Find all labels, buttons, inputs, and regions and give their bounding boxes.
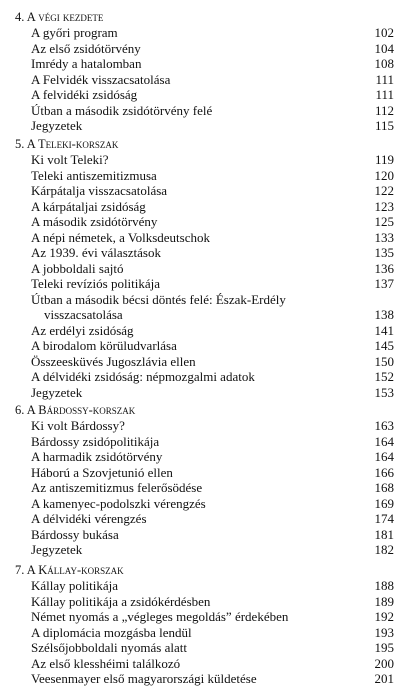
page-number: 119 xyxy=(374,152,394,167)
toc-entry xyxy=(0,542,419,557)
page-number: 141 xyxy=(374,322,394,338)
entry-title: Útban a második bécsi döntés felé: Észak-Erdély xyxy=(31,291,286,307)
entry-title: A népi németek, a Volksdeutschok xyxy=(31,229,210,245)
page-number: 188 xyxy=(374,578,394,593)
page-number: 122 xyxy=(374,183,394,198)
entry-title: Kárpátalja visszacsatolása xyxy=(31,183,168,198)
entry-title: Jegyzetek xyxy=(31,542,83,557)
entry-title: Ki volt Bárdossy? xyxy=(31,418,125,433)
chapter-title: 5. A Teleki-korszak xyxy=(15,137,119,151)
entry-title: Az első zsidótörvény xyxy=(31,40,141,56)
page-number: 174 xyxy=(374,511,394,526)
page-number: 163 xyxy=(374,418,394,433)
toc-entry xyxy=(0,671,419,686)
toc-entry xyxy=(0,72,419,87)
toc-entry xyxy=(0,511,419,526)
entry-title: Az erdélyi zsidóság xyxy=(31,322,134,338)
page-number: 182 xyxy=(374,542,394,557)
entry-title: Kállay politikája a zsidókérdésben xyxy=(31,593,211,609)
toc-entry xyxy=(0,449,419,464)
entry-title: Szélsőjobboldali nyomás alatt xyxy=(31,640,187,655)
page-number: 102 xyxy=(374,25,394,40)
page-number: 164 xyxy=(374,433,394,449)
entry-title: Jegyzetek xyxy=(31,118,83,133)
chapter-title: 6. A Bárdossy-korszak xyxy=(15,403,136,417)
toc-entry xyxy=(0,41,419,56)
entry-title: Jegyzetek xyxy=(31,384,83,400)
page-number: 164 xyxy=(374,449,394,464)
page-number: 111 xyxy=(375,87,394,102)
entry-title: Teleki revíziós politikája xyxy=(31,276,161,291)
entry-title: Az 1939. évi választások xyxy=(31,245,161,260)
toc-entry xyxy=(0,434,419,449)
entry-title: Kállay politikája xyxy=(31,578,119,593)
entry-title: Az első klesshéimi találkozó xyxy=(31,655,181,671)
toc-entry xyxy=(0,183,419,198)
entry-title: A jobboldali sajtó xyxy=(31,260,124,276)
toc-entry xyxy=(0,578,419,593)
toc-entry xyxy=(0,527,419,542)
entry-title: Az antiszemitizmus felerősödése xyxy=(31,480,203,495)
page-number: 166 xyxy=(374,464,394,480)
toc-entry xyxy=(0,465,419,480)
page-number: 137 xyxy=(374,276,394,291)
toc-entry xyxy=(0,230,419,245)
chapter-title: 4. A végi kezdete xyxy=(15,10,104,24)
page-number: 104 xyxy=(374,40,394,56)
toc-entry xyxy=(0,292,419,307)
page-number: 169 xyxy=(374,495,394,511)
entry-title: A győri program xyxy=(31,25,118,40)
page-number: 201 xyxy=(374,671,394,686)
toc-entry xyxy=(0,307,419,322)
entry-title: A harmadik zsidótörvény xyxy=(31,449,163,464)
page-number: 168 xyxy=(374,480,394,495)
page-number: 200 xyxy=(374,655,394,671)
toc-entry xyxy=(0,640,419,655)
toc-entry xyxy=(0,323,419,338)
toc-entry xyxy=(0,656,419,671)
entry-title: A birodalom körüludvarlása xyxy=(31,338,177,353)
toc-entry xyxy=(0,261,419,276)
toc-entry xyxy=(0,118,419,133)
page-number: 136 xyxy=(374,260,394,276)
entry-title: A Felvidék visszacsatolása xyxy=(31,71,171,87)
toc-entry xyxy=(0,385,419,400)
toc-entry xyxy=(0,480,419,495)
entry-title: A kárpátaljai zsidóság xyxy=(31,198,146,214)
page-number: 193 xyxy=(374,624,394,640)
page-number: 133 xyxy=(374,229,394,245)
entry-title: Veesenmayer első magyarországi küldetése xyxy=(31,671,257,686)
entry-title: A felvidéki zsidóság xyxy=(31,87,138,102)
page-number: 150 xyxy=(374,353,394,369)
toc-entry xyxy=(0,338,419,353)
entry-title: visszacsatolása xyxy=(44,307,123,322)
entry-title: Háború a Szovjetunió ellen xyxy=(31,464,173,480)
page-number: 195 xyxy=(374,640,394,655)
toc-entry xyxy=(0,56,419,71)
toc-entry xyxy=(0,25,419,40)
toc-entry xyxy=(0,594,419,609)
page-number: 112 xyxy=(374,102,394,118)
page-number: 123 xyxy=(374,198,394,214)
page-number: 125 xyxy=(374,214,394,229)
toc-entry xyxy=(0,609,419,624)
toc-entry xyxy=(0,199,419,214)
toc-entry xyxy=(0,625,419,640)
entry-title: A második zsidótörvény xyxy=(31,214,158,229)
toc-entry xyxy=(0,152,419,167)
page-number: 153 xyxy=(374,384,394,400)
toc-entry xyxy=(0,103,419,118)
page-number: 111 xyxy=(375,71,394,87)
entry-title: Ki volt Teleki? xyxy=(31,152,109,167)
page-number: 108 xyxy=(374,56,394,71)
page-number: 192 xyxy=(374,609,394,624)
entry-title: Bárdossy zsidópolitikája xyxy=(31,433,160,449)
entry-title: A délvidéki zsidóság: népmozgalmi adatok xyxy=(31,369,255,384)
toc-entry xyxy=(0,369,419,384)
entry-title: Teleki antiszemitizmusa xyxy=(31,167,157,183)
page-number: 138 xyxy=(374,307,394,322)
entry-title: Útban a második zsidótörvény felé xyxy=(31,102,213,118)
toc-entry xyxy=(0,418,419,433)
entry-title: A diplomácia mozgásba lendül xyxy=(31,624,192,640)
toc-entry xyxy=(0,245,419,260)
entry-title: Imrédy a hatalomban xyxy=(31,56,142,71)
entry-title: Összeesküvés Jugoszlávia ellen xyxy=(31,353,196,369)
page-number: 115 xyxy=(374,118,394,133)
toc-entry xyxy=(0,276,419,291)
page-number: 135 xyxy=(374,245,394,260)
entry-title: A délvidéki vérengzés xyxy=(31,511,147,526)
entry-title: A kamenyec-podolszki vérengzés xyxy=(31,495,206,511)
toc-entry xyxy=(0,354,419,369)
chapter-title: 7. A Kállay-korszak xyxy=(15,563,124,577)
toc-entry xyxy=(0,214,419,229)
page-number: 145 xyxy=(374,338,394,353)
entry-title: Német nyomás a „végleges megoldás” érdekében xyxy=(31,609,289,624)
page-number: 181 xyxy=(374,526,394,542)
page-number: 189 xyxy=(374,593,394,609)
toc-entry xyxy=(0,496,419,511)
page-number: 120 xyxy=(374,167,394,183)
page-number: 152 xyxy=(374,369,394,384)
toc-entry xyxy=(0,168,419,183)
toc-entry xyxy=(0,87,419,102)
entry-title: Bárdossy bukása xyxy=(31,526,119,542)
